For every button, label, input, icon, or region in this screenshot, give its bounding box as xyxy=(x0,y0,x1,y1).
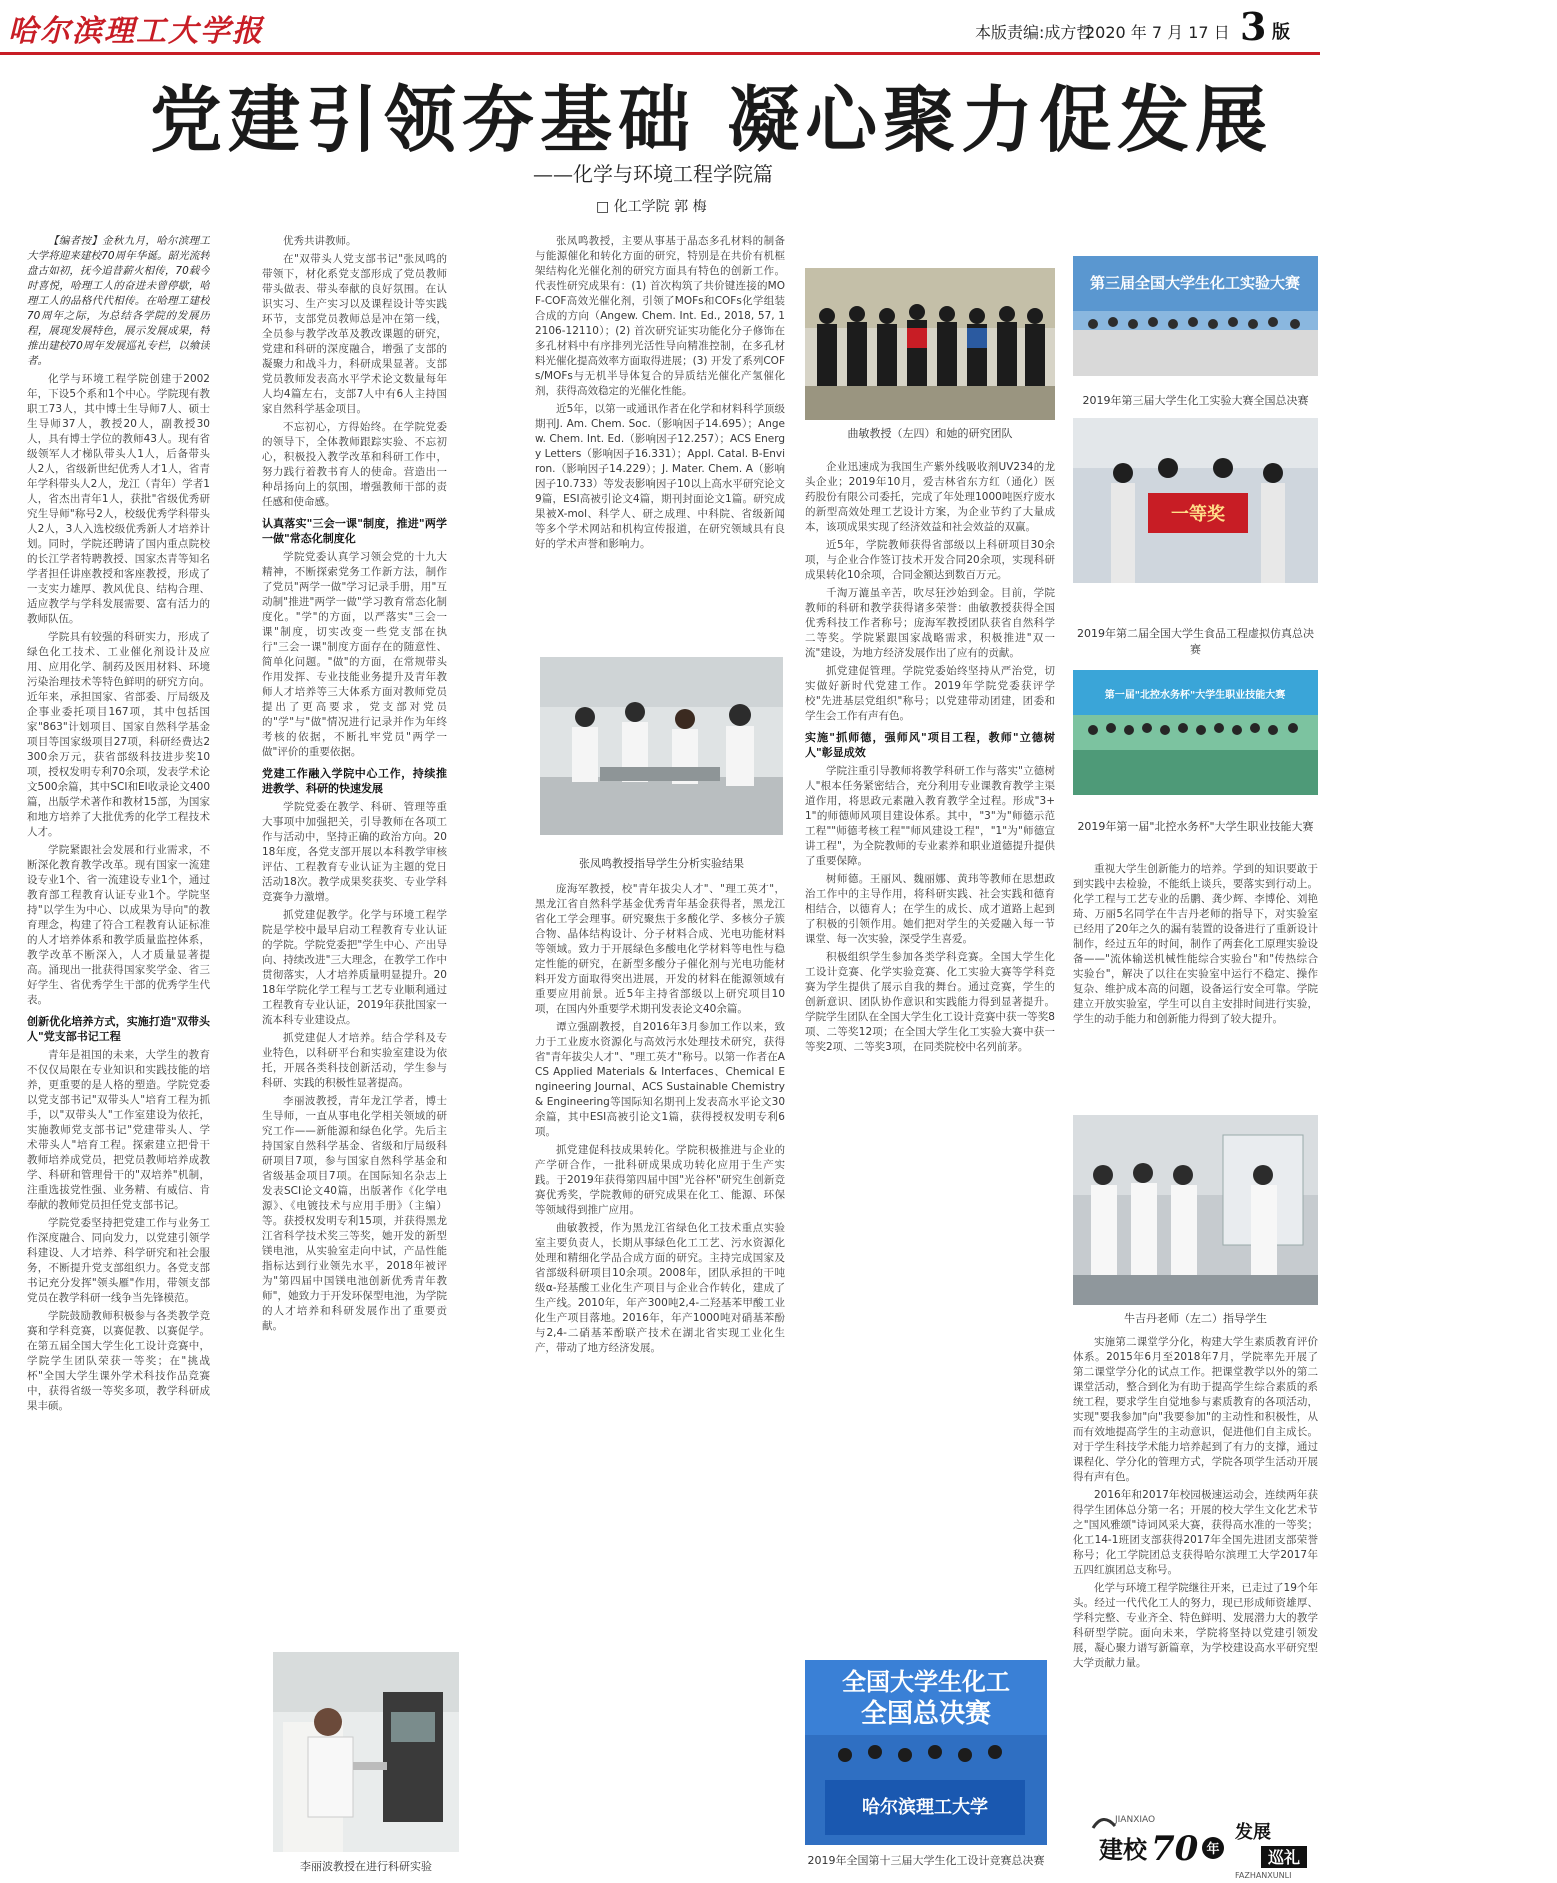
paragraph: 学院具有较强的科研实力，形成了绿色化工技术、工业催化剂设计及应用、应用化学、制药及医用材料、环境污染治理技术等特色鲜明的研究方向。近年来，承担国家、省部委、厅局级及企事业委托项目167项，其中包括国家"863"计划项目、国家自然科学基金项目等国家级项目27项，科研经费达2300余万元，获省部级科技进步奖10项，授权发明专利70余项，发表学术论文500余篇，其中SCI和EI收录论文400篇，出版学术著作和教材15部，为国家和地方培养了大批优秀的化学工程技术人才。 xyxy=(27,631,210,838)
section-heading: 创新优化培养方式，实施打造"双带头人"党支部书记工程 xyxy=(27,1015,210,1043)
paragraph: 李丽波教授，青年龙江学者，博士生导师，一直从事电化学相关领域的研究工作——新能源和绿色化学。先后主持国家自然科学基金、省级和厅局级科研项目7项，参与国家自然科学基金和省级基金项目7项。在国际知名杂志上发表SCI论文40篇，出版著作《化学电源》、《电镀技术与应用手册》（主编）等。获授权发明专利15项，并获得黑龙江省科学技术奖三等奖，她开发的新型镁电池，从实验室走向中试，产品性能指标达到行业领先水平，2018年被评为"第四届中国镁电池创新优秀青年教师"，她致力于开发环保型电池，为学院的人才培养和科研发展作出了重要贡献。 xyxy=(262,1095,447,1332)
column-3-lower xyxy=(535,882,785,1850)
section-heading: 实施"抓师德，强师风"项目工程，教师"立德树人"彰显成效 xyxy=(805,731,1055,759)
logo-right-top: 发展 xyxy=(1235,1822,1271,1843)
section-heading: 认真落实"三会一课"制度，推进"两学一做"常态化制度化 xyxy=(262,517,447,545)
paragraph: 化学与环境工程学院继往开来，已走过了19个年头。经过一代代化工人的努力，现已形成师资雄厚、学科完整、专业齐全、特色鲜明、发展潜力大的教学科研型学院。面向未来，学院将坚持以党建引领发展，凝心聚力谱写新篇章，为学校建设高水平研究型大学贡献力量。 xyxy=(1073,1582,1318,1669)
paragraph: 积极组织学生参加各类学科竞赛。全国大学生化工设计竞赛、化学实验竞赛、化工实验大赛等学科竞赛为学生提供了展示自我的舞台。通过竞赛，学生的创新意识、团队协作意识和实践能力得到显著提升。学院学生团队在全国大学生化工设计竞赛中获一等奖8项、二等奖12项；在全国大学生化工实验大赛中获一等奖2项、二等奖3项，在同类院校中名列前茅。 xyxy=(805,951,1055,1053)
banner-text: 第三届全国大学生化工实验大赛 xyxy=(1089,274,1301,292)
paragraph: 优秀共讲教师。 xyxy=(283,235,357,247)
logo-main-text: 建校 xyxy=(1099,1835,1147,1864)
paragraph: 在"双带头人党支部书记"张凤鸣的带领下，材化系党支部形成了党员教师带头做表、带头奉献的良好氛围。在认识实习、生产实习以及课程设计等实践环节，支部党员教师总是冲在第一线，全员参与教学改革及教改课题的研究，党建和科研的深度融合，增强了支部的凝聚力和战斗力，科研成果显著。支部党员教师发表高水平学术论文数量每年人均4篇左右，支部7人中有6人主持国家自然科学基金项目。 xyxy=(262,253,447,415)
column-4 xyxy=(805,460,1055,1655)
photo-caption: 李丽波教授在进行科研实验 xyxy=(300,1860,432,1873)
banner-text-line2: 全国总决赛 xyxy=(860,1699,992,1729)
paragraph: 实施第二课堂学分化，构建大学生素质教育评价体系。2015年6月至2018年7月，学院率先开展了第二课堂学分化的试点工作。把课堂教学以外的第二课堂活动，整合到化为有助于提高学生综合素质的系统工程，要求学生自觉地参与素质教育的各项活动，实现"要我参加"向"我要参加"的主动性和积极性，从而有效地提高学生的主动意识，促进他们自主成长。对于学生科技学术能力培养起到了有力的支撑，通过课程化、学分化的管理方式，学院各项学生活动开展得有声有色。 xyxy=(1073,1336,1318,1483)
paragraph: 抓党建促教学。化学与环境工程学院是学校中最早启动工程教育专业认证的学院。学院党委把"学生中心、产出导向、持续改进"三大理念，在教学工作中贯彻落实，人才培养质量明显提升。2018年学院化学工程与工艺专业顺利通过工程教育专业认证，2019年获批国家一流本科专业建设点。 xyxy=(262,909,447,1026)
article-headline: 党建引领夯基础 凝心聚力促发展 xyxy=(150,78,1274,162)
paragraph: 千淘万漉虽辛苦，吹尽狂沙始到金。目前，学院教师的科研和教学获得诸多荣誉：曲敏教授获得全国优秀科技工作者称号；庞海军教授团队获省自然科学二等奖。学院紧跟国家战略需求，积极推进"双一流"建设，为地方经济发展作出了应有的贡献。 xyxy=(805,587,1055,659)
banner-text-line1: 全国大学生化工 xyxy=(842,1668,1010,1696)
paragraph: 学院党委认真学习领会党的十九大精神，不断探索党务工作新方法，制作了党员"两学一做"学习记录手册，用"互动制"推进"两学一做"学习教育常态化制度化。"学"的方面，以严落实"三会一课"制度，切实改变一些党支部在执行"三会一课"制度方面存在的随意性、简单化问题。"做"的方面，在常规带头作用发挥、专业技能业务提升及青年教师人才培养等三大体系方面对教师党员提出了更高要求，党支部对党员的"学"与"做"情况进行记录并作为年终考核的依据，不断扎牢党员"两学一做"评价的重要依据。 xyxy=(262,551,447,758)
paragraph: 学院党委坚持把党建工作与业务工作深度融合、同向发力，以党建引领学科建设、人才培养、科学研究和社会服务，不断提升党支部组织力。各党支部书记充分发挥"领头雁"作用，带领支部党员在教学科研一线争当先锋模范。 xyxy=(27,1217,210,1304)
paragraph: 近5年，学院教师获得省部级以上科研项目30余项，与企业合作签订技术开发合同20余项，实现科研成果转化10余项，合同金额达到数百万元。 xyxy=(805,539,1055,581)
photo-food-contest xyxy=(1073,418,1318,583)
paragraph: 化学与环境工程学院创建于2002年，下设5个系和1个中心。学院现有教职工73人，其中博士生导师7人、硕士生导师37人，教授20人，副教授30人，具有博士学位的教师43人。现有省级领军人才梯队带头人1人，后备带头人2人，省级新世纪优秀人才1人，省青年学科带头人2人，龙江（青年）学者1人，省杰出青年1人，获批"省级优秀研究生导师"称号2人，校级优秀学科带头人2人，3人入选校级优秀新人才培养计划。同时，学院还聘请了国内重点院校的长江学者特聘教授、国家杰青等知名学者担任讲座教授和客座教授，形成了一支实力雄厚、教风优良、结构合理、适应教学与学科发展需要、富有活力的教师队伍。 xyxy=(27,373,210,625)
column-5 xyxy=(1073,862,1318,1102)
issue-date: 2020 年 7 月 17 日 xyxy=(1085,23,1230,42)
page-number: 3 xyxy=(1240,4,1267,49)
paragraph: 学院注重引导教师将教学科研工作与落实"立德树人"根本任务紧密结合，充分利用专业课教育教学主渠道作用，将思政元素融入教育教学全过程。形成"3+1"的师德师风项目建设体系。其中，"3"为"师德示范工程""师德考核工程""师风建设工程"，"1"为"师德宣讲工程"，为全院教师的专业素养和职业道德提升提供了重要保障。 xyxy=(805,765,1055,867)
photo-caption: 张凤鸣教授指导学生分析实验结果 xyxy=(579,857,744,870)
paragraph: 不忘初心，方得始终。在学院党委的领导下，全体教师跟踪实验、不忘初心，积极投入教学改革和科研工作中，努力践行着教书育人的使命。营造出一种昂扬向上的氛围，增强教师干部的责任感和使命感。 xyxy=(262,421,447,508)
paragraph: 学院党委在教学、科研、管理等重大事项中加强把关，引导教师在各项工作与活动中，坚持正确的政治方向。2018年度，各党支部开展以本科教学审核评估、工程教育专业认证为主题的党日活动18次。教学成果奖获奖、专业学科竞赛争力激增。 xyxy=(262,801,447,903)
paragraph: 青年是祖国的未来，大学生的教育不仅仅局限在专业知识和实践技能的培养，更重要的是人格的塑造。学院党委以党支部书记"双带头人"培育工程为抓手，以"双带头人"工作室建设为依托，实施教师党支部书记"党建带头人、学术带头人"培育工程。探索建立把骨干教师培养成党员，把党员教师培养成教学、科研和管理骨干的"双培养"机制，注重选拔党性强、业务精、有威信、肯奉献的教师党员担任党支部书记。 xyxy=(27,1049,210,1211)
anniversary-logo xyxy=(1085,1808,1315,1880)
page-editor: 本版责编:成方哲 xyxy=(975,23,1093,42)
logo-pinyin-bottom: FAZHANXUNLI xyxy=(1235,1871,1292,1880)
section-heading: 党建工作融入学院中心工作，持续推进教学、科研的快速发展 xyxy=(262,767,447,795)
photo-caption: 2019年全国第十三届大学生化工设计竞赛总决赛 xyxy=(807,1854,1045,1867)
logo-pinyin-top: JIANXIAO xyxy=(1115,1815,1156,1825)
photo-caption: 2019年第一届"北控水务杯"大学生职业技能大赛 xyxy=(1077,820,1314,833)
column-3 xyxy=(535,234,785,654)
photo-caption: 牛吉丹老师（左二）指导学生 xyxy=(1124,1312,1267,1325)
paragraph: 学院紧跟社会发展和行业需求，不断深化教育教学改革。现有国家一流建设专业1个、省一流建设专业1个，通过教育部工程教育认证专业1个。学院坚持"以学生为中心、以成果为导向"的教育理念，构建了符合工程教育认证标准的人才培养体系和教学质量监控体系，教学改革不断深入，人才质量显著提高。涌现出一批获得国家奖学金、省三好学生、省优秀学生干部的优秀学生代表。 xyxy=(27,844,210,1006)
paragraph: 抓党建促人才培养。结合学科及专业特色，以科研平台和实验室建设为依托，开展各类科技创新活动，学生参与科研、实践的积极性显著提高。 xyxy=(262,1032,447,1089)
paragraph: 企业迅速成为我国生产紫外线吸收剂UV234的龙头企业；2019年10月，爱吉林省东方红（通化）医药股份有限公司委托，完成了年处理1000吨医疗废水的新型高效处理工艺设计方案，为企业节约了大量成本，该项成果实现了经济效益和社会效益的双赢。 xyxy=(805,461,1055,533)
paragraph: 2016年和2017年校园极速运动会，连续两年获得学生团体总分第一名；开展的校大学生文化艺术节之"国风雅颂"诗词风采大赛，获得高水准的一等奖；化工14-1班团支部获得2017年全国先进团支部荣誉称号；化工学院团总支获得哈尔滨理工大学2017年五四红旗团总支称号。 xyxy=(1073,1489,1318,1576)
photo-research-team xyxy=(805,268,1055,420)
flag-text: 哈尔滨理工大学 xyxy=(862,1797,988,1818)
page-suffix: 版 xyxy=(1272,22,1290,43)
paragraph: 曲敏教授，作为黑龙江省绿色化工技术重点实验室主要负责人，长期从事绿色化工工艺、污水资源化处理和精细化学品合成方面的研究。主持完成国家及省部级科研项目10余项。2008年，团队承担的干吨级α-羟基酸工业化生产项目与企业合作转化，建成了生产线。2010年，年产300吨2,4-二羟基苯甲酸工业化生产项目落地。2016年，年产1000吨对硝基苯酚与2,4-二硝基苯酚联产技术在湖北省实现工业化生产，带动了地方经济发展。 xyxy=(535,1222,785,1354)
photo-lab-students xyxy=(540,657,783,835)
paragraph: 谭立强副教授，自2016年3月参加工作以来，致力于工业废水资源化与高效污水处理技术研究，获得省"青年拔尖人才"、"理工英才"称号。以第一作者在ACS Applied Materials & Interfaces、Chemical Engineering Journal、ACS Sustainable Chemistry & Engineering等国际知名期刊上发表高水平论文30余篇，其中ESI高被引论文1篇，获得授权发明专利6项。 xyxy=(535,1021,785,1138)
paragraph: 庞海军教授，校"青年拔尖人才"、"理工英才"，黑龙江省自然科学基金优秀青年基金获得者，黑龙江省化工学会理事。研究聚焦于多酸化学、多核分子簇合物、晶体结构设计、分子材料合成、光电功能材料等领域。致力于开展绿色多酸电化学材料等电性与稳定性能的研究，在新型多酸分子催化剂与光电功能材料开发方面取得突出进展，开发的材料在能源领域有重要应用前景。近5年主持省部级以上研究项目10项，在国内外重要学术期刊发表论文40余篇。 xyxy=(535,883,785,1015)
award-board-text: 一等奖 xyxy=(1171,504,1225,525)
paragraph: 抓党建促科技成果转化。学院积极推进与企业的产学研合作，一批科研成果成功转化应用于生产实践。于2019年获得第四届中国"光谷杯"研究生创新竞赛优秀奖，学院教师的研究成果在化工、能源、环保等领域得到推广应用。 xyxy=(535,1144,785,1216)
paragraph: 学院鼓励教师积极参与各类教学竞赛和学科竞赛，以赛促教、以赛促学。在第五届全国大学生化工设计竞赛中，学院学生团队荣获一等奖；在"挑战杯"全国大学生课外学术科技作品竞赛中，获得省级一等奖多项，教学科研成果丰硕。 xyxy=(27,1310,210,1412)
photo-caption: 曲敏教授（左四）和她的研究团队 xyxy=(847,427,1013,440)
photo-teacher-guidance xyxy=(1073,1115,1318,1305)
photo-caption: 2019年第二届全国大学生食品工程虚拟仿真总决赛 xyxy=(1077,627,1314,656)
logo-right-bottom: 巡礼 xyxy=(1267,1848,1301,1867)
newspaper-name: 哈尔滨理工大学报 xyxy=(8,14,264,49)
photo-design-contest xyxy=(805,1660,1047,1845)
paragraph: 张凤鸣教授，主要从事基于晶态多孔材料的制备与能源催化和转化方面的研究，特别是在共价有机框架结构化光催化剂的研究方面具有特色的创新工作。代表性研究成果有：(1) 首次构筑了共价键连接的MOF-COF高效光催化剂，引领了MOFs和COFs化学组装合成的方向（Angew. Chem. Int. Ed., 2018, 57, 12106-12110）；(2) 首次研究证实功能化分子修饰在多孔材料中有序排列光活性导向精准控制，在多孔材料光催化提高效率方面取得进展；(3) 开发了系列COFs/MOFs与无机半导体复合的异质结光催化产氢催化剂，获得高效稳定的光催化性能。 xyxy=(535,235,785,397)
logo-suffix: 年 xyxy=(1206,1842,1220,1857)
paragraph: 重视大学生创新能力的培养。学到的知识要敢于到实践中去检验，不能纸上谈兵，要落实到行动上。化学工程与工艺专业的岳鹏、龚少辉、李博伦、刘艳琦、万丽5名同学在牛吉丹老师的指导下，对实验室已经用了20年之久的漏有装置的设备进行了重新设计制作，经过五年的时间，制作了两套化工原理实验设备——"流体输送机械性能综合实验台"和"传热综合实验台"，解决了以往在实验室中运行不稳定、操作复杂、维护成本高的问题，设备运行安全可靠。学院建立开放实验室，学生可以自主安排时间进行实验，学生的动手能力和创新能力得到了较大提升。 xyxy=(1073,863,1318,1025)
editor-note: 【编者按】金秋九月，哈尔滨理工大学将迎来建校70周年华诞。韶光流转盘古如初，抚今追昔薪火相传，70载今时喜悦，哈理工人的奋进未曾停歇，哈理工人的品格代代相传。在哈理工建校70周年之际，为总结各学院的发展历程，展现发展特色，展示发展成果，特推出建校70周年发展巡礼专栏，以飨读者。 xyxy=(27,235,210,367)
paragraph: 近5年，以第一或通讯作者在化学和材料科学顶级期刊J. Am. Chem. Soc.（影响因子14.695）；Angew. Chem. Int. Ed.（影响因子12.257）；ACS Energy Letters（影响因子16.331）；Appl. Catal. B-Environ.（影响因子14.229）；J. Mater. Chem. A（影响因子10.733）等发表影响因子10以上高水平研究论文9篇，ESI高被引论文4篇，期刊封面论文1篇。研究成果被X-mol、科学人、研之成理、中科院、省级新闻等多个学术网站和机构宣传报道，在研究领域具有良好的学术声誉和影响力。 xyxy=(535,403,785,550)
article-subtitle: ——化学与环境工程学院篇 xyxy=(533,162,773,186)
photo-lab-experiment xyxy=(273,1652,459,1852)
paragraph: 树师德。王丽风、魏丽娜、黄玮等教师在思想政治工作中的主导作用，将科研实践、社会实践和德育相结合，以德育人；在学生的成长、成才道路上起到了积极的引领作用。她们把对学生的关爱融入每一节课堂、每一次实验，深受学生喜爱。 xyxy=(805,873,1055,945)
anniversary-logo-graphic xyxy=(1085,1808,1315,1880)
logo-number: 70 xyxy=(1151,1829,1199,1869)
paragraph: 抓党建促管理。学院党委始终坚持从严治党，切实做好新时代党建工作。2019年学院党委获评学校"先进基层党组织"称号；以党建带动团建，团委和学生会工作有声有色。 xyxy=(805,665,1055,722)
article-byline: □ 化工学院 郭 梅 xyxy=(596,199,707,215)
column-5-lower xyxy=(1073,1335,1318,1810)
photo-vocational-contest xyxy=(1073,670,1318,795)
photo-experiment-contest xyxy=(1073,256,1318,376)
column-2 xyxy=(262,234,447,1644)
banner-text: 第一届"北控水务杯"大学生职业技能大赛 xyxy=(1104,690,1286,701)
photo-caption: 2019年第三届大学生化工实验大赛全国总决赛 xyxy=(1082,394,1309,407)
column-1 xyxy=(27,234,210,1849)
